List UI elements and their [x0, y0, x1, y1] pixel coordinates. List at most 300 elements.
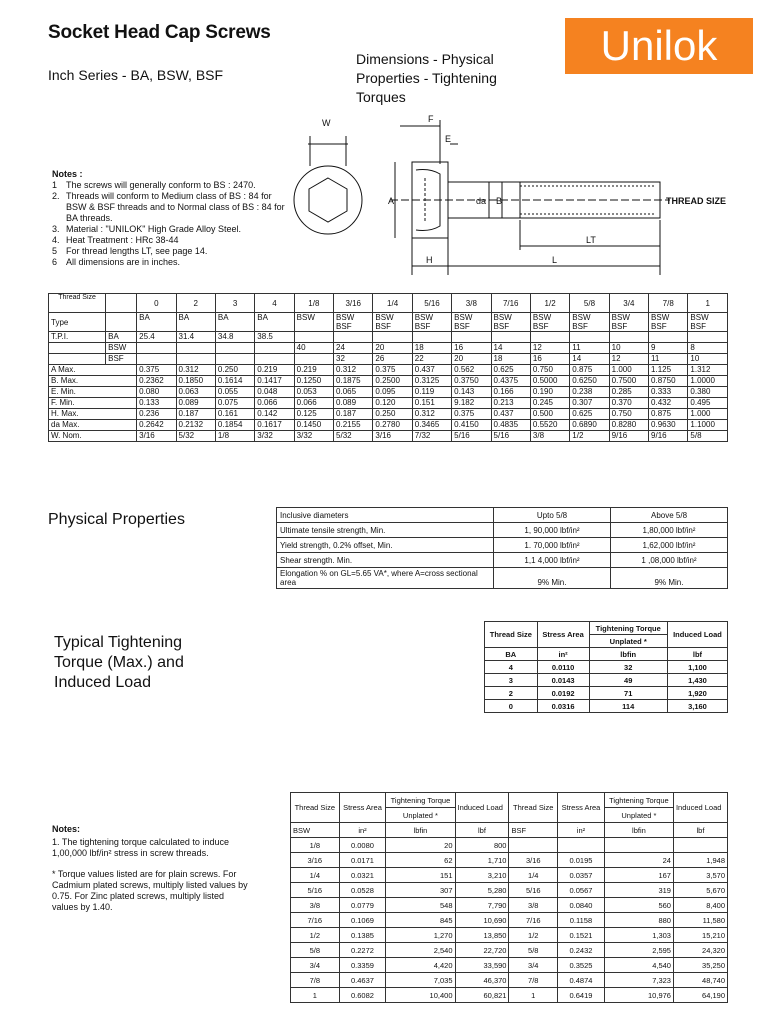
tpi-cell — [255, 354, 294, 365]
table-row — [49, 398, 728, 409]
type-bottom: BSF — [651, 322, 667, 331]
dim-cell: 0.1614 — [215, 376, 254, 387]
dim-cell: 0.312 — [334, 365, 373, 376]
table-row — [291, 913, 728, 928]
page-subtitle: Inch Series - BA, BSW, BSF — [48, 67, 224, 83]
tpi-cell: 26 — [373, 354, 412, 365]
type-bottom: BSF — [611, 322, 628, 331]
dim-cell: 0.133 — [137, 398, 176, 409]
dim-cell: 0.166 — [491, 387, 530, 398]
type-cell — [334, 313, 373, 332]
unit-in2: in² — [339, 823, 386, 838]
bsw-size-cell: 7/8 — [291, 973, 340, 988]
table-row — [277, 538, 728, 553]
dim-cell: 0.075 — [215, 398, 254, 409]
induced-load-cell: 1,920 — [667, 687, 727, 700]
table-row — [49, 376, 728, 387]
dim-cell: 1.000 — [609, 365, 648, 376]
dim-cell: 0.250 — [373, 409, 412, 420]
bsw-size-cell: 3/8 — [291, 898, 340, 913]
bsf-load-cell: 11,580 — [673, 913, 727, 928]
dim-cell: 0.1875 — [334, 376, 373, 387]
dim-cell: 0.236 — [137, 409, 176, 420]
tpi-cell — [688, 332, 728, 343]
dimensions-heading: Dimensions - Physical Properties - Tightening Torques — [356, 51, 497, 105]
bsw-torque-cell: 20 — [386, 838, 455, 853]
size-header: 5/8 — [570, 294, 609, 313]
bsf-size-cell: 7/8 — [509, 973, 558, 988]
dim-cell: 0.285 — [609, 387, 648, 398]
dim-cell: 0.238 — [570, 387, 609, 398]
type-cell — [609, 313, 648, 332]
note-item — [52, 257, 292, 268]
property-value-above: 1,80,000 lbf/in² — [611, 523, 728, 538]
type-bottom: BSF — [336, 322, 352, 331]
tpi-cell: 25.4 — [137, 332, 176, 343]
dim-cell: 0.375 — [373, 365, 412, 376]
property-label: Ultimate tensile strength, Min. — [277, 523, 494, 538]
dim-cell: 0.8280 — [609, 420, 648, 431]
torque-cell: 114 — [589, 700, 667, 713]
table-row — [49, 387, 728, 398]
property-label: Elongation % on GL=5.65 VA*, where A=cross sectional area — [277, 568, 494, 589]
table-row — [291, 958, 728, 973]
type-cell — [570, 313, 609, 332]
bsw-torque-cell: 10,400 — [386, 988, 455, 1003]
dim-cell: 9/16 — [649, 431, 688, 442]
dim-cell: 0.1854 — [215, 420, 254, 431]
size-header: 3/4 — [609, 294, 648, 313]
hex-socket — [309, 178, 347, 222]
type-cell — [530, 313, 569, 332]
dim-cell: 0.2155 — [334, 420, 373, 431]
row-label: F. Min. — [49, 398, 137, 409]
dim-cell: 0.187 — [176, 409, 215, 420]
tpi-cell: 9 — [649, 343, 688, 354]
note-item — [52, 224, 292, 235]
property-value-above: 1 ,08,000 lbf/in² — [611, 553, 728, 568]
bsw-load-cell: 46,370 — [455, 973, 509, 988]
tpi-cell — [215, 354, 254, 365]
tpi-cell — [294, 354, 333, 365]
dim-cell: 1.1000 — [688, 420, 728, 431]
dim-cell: 0.6890 — [570, 420, 609, 431]
bsw-load-cell: 800 — [455, 838, 509, 853]
bsw-torque-cell: 845 — [386, 913, 455, 928]
stress-area-cell: 0.0110 — [537, 661, 589, 674]
notes2-item1: 1. The tightening torque calculated to induce 1,00,000 lbf/in² stress in screw threads. — [52, 837, 229, 858]
torque-cell: 71 — [589, 687, 667, 700]
dim-cell: 0.3125 — [412, 376, 451, 387]
bsw-torque-cell: 548 — [386, 898, 455, 913]
type-cell — [688, 313, 728, 332]
tpi-cell — [609, 332, 648, 343]
tpi-cell: 18 — [491, 354, 530, 365]
bsf-torque-cell: 10,976 — [604, 988, 673, 1003]
bsf-area-cell: 0.0195 — [558, 853, 605, 868]
dim-cell: 5/8 — [688, 431, 728, 442]
tpi-sub-label: BA — [106, 332, 137, 343]
tpi-label — [49, 354, 106, 365]
bsf-area-cell — [558, 838, 605, 853]
dim-cell: 0.3465 — [412, 420, 451, 431]
dim-cell: 0.161 — [215, 409, 254, 420]
dim-cell: 0.065 — [334, 387, 373, 398]
tpi-cell: 10 — [688, 354, 728, 365]
label-b: B — [496, 196, 503, 206]
dim-cell: 0.1617 — [255, 420, 294, 431]
note-number: 3. — [52, 224, 60, 234]
unit-lbf: lbf — [673, 823, 727, 838]
unit-lbf: lbf — [455, 823, 509, 838]
tpi-cell: 8 — [688, 343, 728, 354]
unit-ba: BA — [485, 648, 538, 661]
bsw-area-cell: 0.2272 — [339, 943, 386, 958]
table-row — [49, 313, 728, 332]
bsw-bsf-torque-table — [290, 792, 728, 1003]
dim-cell: 0.119 — [412, 387, 451, 398]
dim-cell: 0.495 — [688, 398, 728, 409]
note-item — [52, 191, 292, 224]
dim-cell: 3/16 — [373, 431, 412, 442]
dim-cell: 0.500 — [530, 409, 569, 420]
tpi-cell: 22 — [412, 354, 451, 365]
bsw-size-cell: 7/16 — [291, 913, 340, 928]
tpi-cell — [452, 332, 491, 343]
thread-size-cell: 0 — [485, 700, 538, 713]
bsw-area-cell: 0.0171 — [339, 853, 386, 868]
bsf-size-cell: 3/16 — [509, 853, 558, 868]
property-value-upto: 1, 90,000 lbf/in² — [494, 523, 611, 538]
unit-lbfin: lbfin — [604, 823, 673, 838]
dim-cell: 0.562 — [452, 365, 491, 376]
dim-cell: 0.380 — [688, 387, 728, 398]
tpi-cell — [649, 332, 688, 343]
dim-cell: 0.312 — [412, 409, 451, 420]
torque-cell: 32 — [589, 661, 667, 674]
dim-cell: 0.432 — [649, 398, 688, 409]
tpi-cell — [570, 332, 609, 343]
type-cell — [255, 313, 294, 332]
torque-header: Tightening Torque — [386, 793, 455, 808]
dim-cell: 0.213 — [491, 398, 530, 409]
bsf-load-cell: 3,570 — [673, 868, 727, 883]
dim-cell: 0.4375 — [491, 376, 530, 387]
dim-cell: 0.875 — [570, 365, 609, 376]
bsf-load-cell: 24,320 — [673, 943, 727, 958]
bsf-load-cell: 5,670 — [673, 883, 727, 898]
table-row — [291, 943, 728, 958]
table-row — [277, 568, 728, 589]
bsf-size-cell — [509, 838, 558, 853]
table-row — [485, 648, 728, 661]
table-row — [277, 553, 728, 568]
type-bottom: BSF — [454, 322, 470, 331]
dim-cell: 0.080 — [137, 387, 176, 398]
dim-cell: 0.066 — [255, 398, 294, 409]
bsw-load-cell: 5,280 — [455, 883, 509, 898]
thread-size-cell: 2 — [485, 687, 538, 700]
dim-cell: 0.187 — [334, 409, 373, 420]
dim-cell: 0.1250 — [294, 376, 333, 387]
dimensions-table — [48, 293, 728, 442]
bsw-load-cell: 1,710 — [455, 853, 509, 868]
bsw-load-cell: 13,850 — [455, 928, 509, 943]
table-row — [485, 622, 728, 635]
dim-cell: 0.625 — [570, 409, 609, 420]
bsf-size-cell: 1/2 — [509, 928, 558, 943]
bsw-size-cell: 1/2 — [291, 928, 340, 943]
unplated-header: Unplated * — [604, 808, 673, 823]
bsf-torque-cell: 1,303 — [604, 928, 673, 943]
bsf-torque-cell: 167 — [604, 868, 673, 883]
type-top: BA — [178, 313, 190, 322]
note-number: 4. — [52, 235, 60, 245]
table-row — [49, 343, 728, 354]
size-header: 5/16 — [412, 294, 451, 313]
bsw-area-cell: 0.0321 — [339, 868, 386, 883]
table-row — [291, 838, 728, 853]
bsf-area-cell: 0.3525 — [558, 958, 605, 973]
induced-load-header: Induced Load — [673, 793, 727, 823]
dim-cell: 0.095 — [373, 387, 412, 398]
thread-size-header: Thread Size — [291, 793, 340, 823]
bsw-size-cell: 1/8 — [291, 838, 340, 853]
type-top: BSW — [296, 313, 315, 322]
stress-area-cell: 0.0143 — [537, 674, 589, 687]
dim-cell: 3/8 — [530, 431, 569, 442]
induced-load-header: Induced Load — [667, 622, 727, 648]
bsw-load-cell: 22,720 — [455, 943, 509, 958]
tpi-cell: 14 — [491, 343, 530, 354]
tpi-cell: 16 — [452, 343, 491, 354]
bsf-torque-cell — [604, 838, 673, 853]
type-top: BSW — [454, 313, 473, 322]
tpi-cell: 20 — [452, 354, 491, 365]
tpi-cell: 20 — [373, 343, 412, 354]
note-item — [52, 235, 292, 246]
bsf-load-cell: 64,190 — [673, 988, 727, 1003]
tpi-sub-label: BSW — [106, 343, 137, 354]
dim-cell: 0.053 — [294, 387, 333, 398]
type-top: BSW — [414, 313, 434, 322]
notes-heading: Notes : — [52, 169, 83, 179]
physical-properties-table — [276, 507, 728, 589]
dim-cell: 0.7500 — [609, 376, 648, 387]
table-row — [485, 687, 728, 700]
dim-cell: 0.875 — [649, 409, 688, 420]
note-number: 6 — [52, 257, 58, 267]
unit-in2: in² — [558, 823, 605, 838]
bsf-load-cell: 1,948 — [673, 853, 727, 868]
label-w: W — [322, 118, 331, 128]
property-value-above: Above 5/8 — [611, 508, 728, 523]
torque-header: Tightening Torque — [589, 622, 667, 635]
bsf-size-cell: 3/4 — [509, 958, 558, 973]
dim-cell: 0.1850 — [176, 376, 215, 387]
type-cell — [294, 313, 333, 332]
notes-list — [52, 180, 292, 268]
table-row — [291, 988, 728, 1003]
dim-cell: 0.143 — [452, 387, 491, 398]
dim-cell: 0.066 — [294, 398, 333, 409]
dim-cell: 0.219 — [294, 365, 333, 376]
table-row — [291, 793, 728, 808]
bsf-torque-cell: 7,323 — [604, 973, 673, 988]
type-cell — [215, 313, 254, 332]
bsw-size-cell: 5/16 — [291, 883, 340, 898]
dim-cell: 0.6250 — [570, 376, 609, 387]
table-row — [49, 409, 728, 420]
dim-cell: 7/32 — [412, 431, 451, 442]
table-row — [49, 420, 728, 431]
dim-cell: 0.3750 — [452, 376, 491, 387]
notes2-block — [52, 824, 252, 923]
type-top: BSW — [532, 313, 552, 322]
tpi-cell — [255, 343, 294, 354]
dim-cell: 0.4835 — [491, 420, 530, 431]
dim-cell: 0.2132 — [176, 420, 215, 431]
bsf-size-cell: 3/8 — [509, 898, 558, 913]
dim-cell: 0.2362 — [137, 376, 176, 387]
table-row — [291, 898, 728, 913]
notes2-item2: * Torque values listed are for plain screws. For Cadmium plated screws, multiply listed values by 0.75. For Zinc plated screws, multiply listed values by 1.40. — [52, 869, 248, 912]
bsf-area-cell: 0.0357 — [558, 868, 605, 883]
table-row — [49, 332, 728, 343]
property-value-upto: Upto 5/8 — [494, 508, 611, 523]
type-bottom: BSF — [532, 322, 549, 331]
note-text: The screws will generally conform to BS : 2470. — [66, 180, 256, 190]
type-top: BA — [257, 313, 268, 322]
dim-cell: 5/32 — [176, 431, 215, 442]
tpi-cell: 38.5 — [255, 332, 294, 343]
size-header: 3/16 — [334, 294, 373, 313]
note-number: 1 — [52, 180, 58, 190]
bsw-size-cell: 3/16 — [291, 853, 340, 868]
dim-cell: 0.375 — [137, 365, 176, 376]
notes-block — [52, 169, 292, 268]
note-number: 2. — [52, 191, 60, 201]
type-top: BSW — [493, 313, 512, 322]
property-label: Inclusive diameters — [277, 508, 494, 523]
type-bottom: BSF — [572, 322, 588, 331]
stress-area-cell: 0.0192 — [537, 687, 589, 700]
dim-cell: 0.089 — [334, 398, 373, 409]
dim-cell: 0.250 — [215, 365, 254, 376]
size-header: 3 — [215, 294, 254, 313]
type-label: Type — [49, 313, 106, 332]
row-label: A Max. — [49, 365, 137, 376]
tpi-label: T.P.I. — [49, 332, 106, 343]
type-cell — [373, 313, 412, 332]
dim-cell: 0.190 — [530, 387, 569, 398]
note-text: Heat Treatment : HRc 38-44 — [66, 235, 179, 245]
dim-cell: 0.2500 — [373, 376, 412, 387]
size-header: 1/8 — [294, 294, 333, 313]
bsf-load-cell — [673, 838, 727, 853]
tpi-cell — [373, 332, 412, 343]
stress-area-header: Stress Area — [558, 793, 605, 823]
tpi-cell: 31.4 — [176, 332, 215, 343]
type-top: BA — [139, 313, 150, 322]
row-label: E. Min. — [49, 387, 137, 398]
bsw-load-cell: 7,790 — [455, 898, 509, 913]
bsw-torque-cell: 151 — [386, 868, 455, 883]
type-cell — [137, 313, 176, 332]
note-item — [52, 180, 292, 191]
dim-cell: 0.9630 — [649, 420, 688, 431]
bsf-area-cell: 0.4874 — [558, 973, 605, 988]
tpi-cell: 24 — [334, 343, 373, 354]
size-header: 3/8 — [452, 294, 491, 313]
note-text: All dimensions are in inches. — [66, 257, 181, 267]
row-label: W. Nom. — [49, 431, 137, 442]
label-da: da — [476, 196, 487, 206]
dim-cell: 1.125 — [649, 365, 688, 376]
bsw-area-cell: 0.0779 — [339, 898, 386, 913]
dim-cell: 0.125 — [294, 409, 333, 420]
property-label: Shear strength. Min. — [277, 553, 494, 568]
dim-cell: 0.370 — [609, 398, 648, 409]
table-row — [49, 431, 728, 442]
page-title: Socket Head Cap Screws — [48, 22, 271, 43]
type-bottom: BSF — [493, 322, 510, 331]
type-bottom: BSF — [690, 322, 706, 331]
bsf-area-cell: 0.0567 — [558, 883, 605, 898]
dim-cell: 9/16 — [609, 431, 648, 442]
thread-size-header: Thread Size — [485, 622, 538, 648]
dim-cell: 0.437 — [412, 365, 451, 376]
tpi-cell: 14 — [570, 354, 609, 365]
bsf-load-cell: 35,250 — [673, 958, 727, 973]
bsw-load-cell: 33,590 — [455, 958, 509, 973]
bsf-area-cell: 0.1521 — [558, 928, 605, 943]
tpi-cell — [530, 332, 569, 343]
bsw-area-cell: 0.1069 — [339, 913, 386, 928]
dim-cell: 0.1450 — [294, 420, 333, 431]
dim-cell: 0.120 — [373, 398, 412, 409]
dim-cell: 0.750 — [609, 409, 648, 420]
dim-cell: 5/16 — [452, 431, 491, 442]
dim-cell: 0.063 — [176, 387, 215, 398]
dim-cell: 3/32 — [294, 431, 333, 442]
label-l: L — [552, 255, 558, 265]
tpi-cell: 40 — [294, 343, 333, 354]
table-row — [277, 523, 728, 538]
size-header: 2 — [176, 294, 215, 313]
note-number: 5 — [52, 246, 58, 256]
tpi-cell — [334, 332, 373, 343]
bsf-size-cell: 5/16 — [509, 883, 558, 898]
dim-cell: 0.048 — [255, 387, 294, 398]
dim-cell: 0.312 — [176, 365, 215, 376]
type-top: BSW — [375, 313, 394, 322]
tpi-label — [49, 343, 106, 354]
row-label: da Max. — [49, 420, 137, 431]
dim-cell: 9.182 — [452, 398, 491, 409]
thread-size-header: Thread Size — [49, 294, 106, 313]
dim-cell: 5/16 — [491, 431, 530, 442]
bsf-load-cell: 15,210 — [673, 928, 727, 943]
table-row — [485, 674, 728, 687]
type-top: BSW — [336, 313, 355, 322]
dim-cell: 0.089 — [176, 398, 215, 409]
bsf-torque-cell: 319 — [604, 883, 673, 898]
type-top: BSW — [611, 313, 630, 322]
dim-cell: 0.333 — [649, 387, 688, 398]
bsw-load-cell: 3,210 — [455, 868, 509, 883]
dim-cell: 0.245 — [530, 398, 569, 409]
